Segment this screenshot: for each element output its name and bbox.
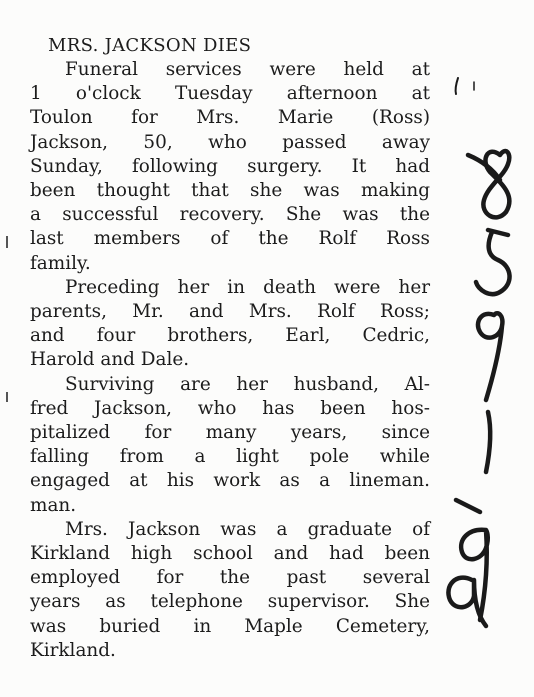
article-line: and four brothers, Earl, Cedric, xyxy=(30,325,430,347)
article-line: Kirkland. xyxy=(30,639,116,661)
article-line: Toulon for Mrs. Marie (Ross) xyxy=(30,107,430,129)
article-line: Funeral services were held at xyxy=(65,59,430,80)
article-line: last members of the Rolf Ross xyxy=(30,228,430,250)
article-line: Sunday, following surgery. It had xyxy=(30,155,430,177)
article-line: pitalized for many years, since xyxy=(30,422,430,444)
article-line: Harold and Dale. xyxy=(30,349,190,371)
article-line: 1 o'clock Tuesday afternoon at xyxy=(30,83,430,105)
article-line: was buried in Maple Cemetery, xyxy=(30,615,430,637)
article-line: years as telephone supervisor. She xyxy=(30,591,430,613)
article-column xyxy=(30,34,430,663)
article-line: man. xyxy=(30,494,77,516)
left-edge-mark xyxy=(6,392,8,402)
article-line: parents, Mr. and Mrs. Rolf Ross; xyxy=(30,301,430,323)
article-line: Jackson, 50, who passed away xyxy=(30,131,430,153)
paragraph-3 xyxy=(30,373,430,518)
article-line: Preceding her in death were her xyxy=(65,276,430,298)
article-headline: MRS. JACKSON DIES xyxy=(48,35,252,56)
article-line: fred Jackson, who has been hos- xyxy=(30,397,430,419)
article-line: been thought that she was making xyxy=(30,180,430,202)
article-line: Kirkland high school and had been xyxy=(30,543,430,565)
article-line: family. xyxy=(30,252,91,274)
article-line: engaged at his work as a lineman. xyxy=(30,470,430,492)
paragraph-2 xyxy=(30,276,430,373)
article-line: employed for the past several xyxy=(30,567,430,589)
paragraph-1 xyxy=(30,58,430,276)
article-line: a successful recovery. She was the xyxy=(30,204,430,226)
left-edge-mark xyxy=(6,236,8,248)
paragraph-4 xyxy=(30,518,430,663)
article-line: Surviving are her husband, Al- xyxy=(65,373,430,395)
article-line: falling from a light pole while xyxy=(30,446,430,468)
handwriting-icon xyxy=(428,60,528,660)
article-line: Mrs. Jackson was a graduate of xyxy=(65,518,430,540)
handwritten-date-note xyxy=(428,60,528,660)
